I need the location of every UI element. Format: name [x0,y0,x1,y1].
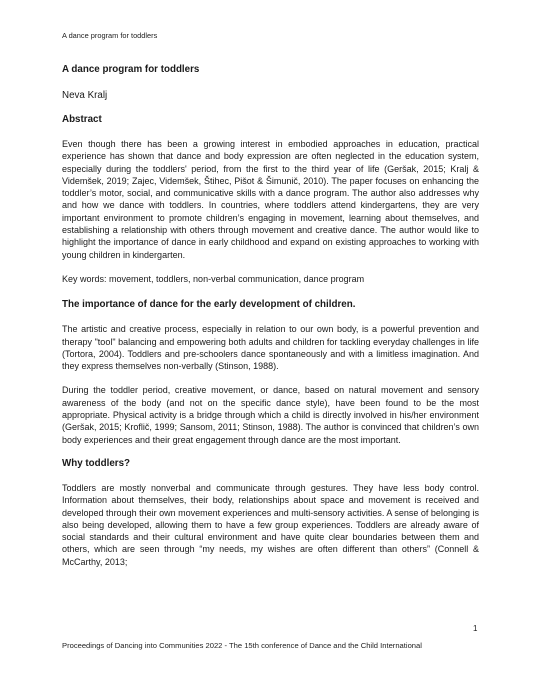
paper-title: A dance program for toddlers [62,64,200,75]
importance-paragraph-1: The artistic and creative process, especially in relation to our own body, is a powerful prevention and therapy "tool" balancing and empowering both adults and children for tackling everyday challenges in life (Tortora, 2004). Toddlers and pre-schoolers dance spontaneously and with a limitless imagination. And they express themselves non-verbally (Stinson, 1988). [62,324,479,372]
paper-body [62,64,479,580]
running-head: A dance program for toddlers [62,31,158,40]
page-number: 1 [473,624,478,633]
abstract-paragraph: Even though there has been a growing interest in embodied approaches in education, practical experience has shown that dance and body expression are often neglected in the education system, especially during the toddlers' period, from the first to the third year of life (Geršak, 2015; Kralj & Videmšek, 2019; Zajec, Videmšek, Štihec, Pišot & Šimunič, 2010). The paper focuses on enhancing the toddler’s motor, social, and communicative skills with a dance program. The author also addresses why and how we dance with toddlers. In countries, where toddlers attend kindergartens, they are very important environment to promote children’s engaging in movement, learning about themselves, and establishing a relationship with others through movement and creative dance. The author would like to highlight the importance of dance in early childhood and expand on existing approaches to working with young children in kindergarten. [62,139,479,260]
author-name: Neva Kralj [62,90,108,101]
importance-paragraph-2: During the toddler period, creative movement, or dance, based on natural movement and sensory awareness of the body (and not on the specific dance style), have been found to be the most appropriate. Physical activity is a bridge through which a child is directly involved in his/her environment (Geršak, 2015; Kroflič, 1999; Sansom, 2011; Stinson, 1988). The author is convinced that children’s own body experiences and their great engagement through dance are the most important. [62,385,479,445]
page-footer: Proceedings of Dancing into Communities 2022 - The 15th conference of Dance and the Child International [62,641,422,650]
abstract-heading: Abstract [62,114,102,125]
keywords-line: Key words: movement, toddlers, non-verbal communication, dance program [62,273,365,284]
why-toddlers-heading: Why toddlers? [62,457,131,469]
importance-heading: The importance of dance for the early development of children. [62,299,356,311]
why-toddlers-paragraph: Toddlers are mostly nonverbal and communicate through gestures. They have less body control. Information about themselves, their body, relationships about space and movement is received and developed through their own movement experiences and multi-sensory activities. A sense of belonging is also being developed, allowing them to have a few group experiences. Toddlers are already aware of social standards and their cultural environment and have quite clear boundaries between them and others, which are seen through “my needs, my wishes are often different than others” (Connell & McCarthy, 2013; [62,482,479,567]
